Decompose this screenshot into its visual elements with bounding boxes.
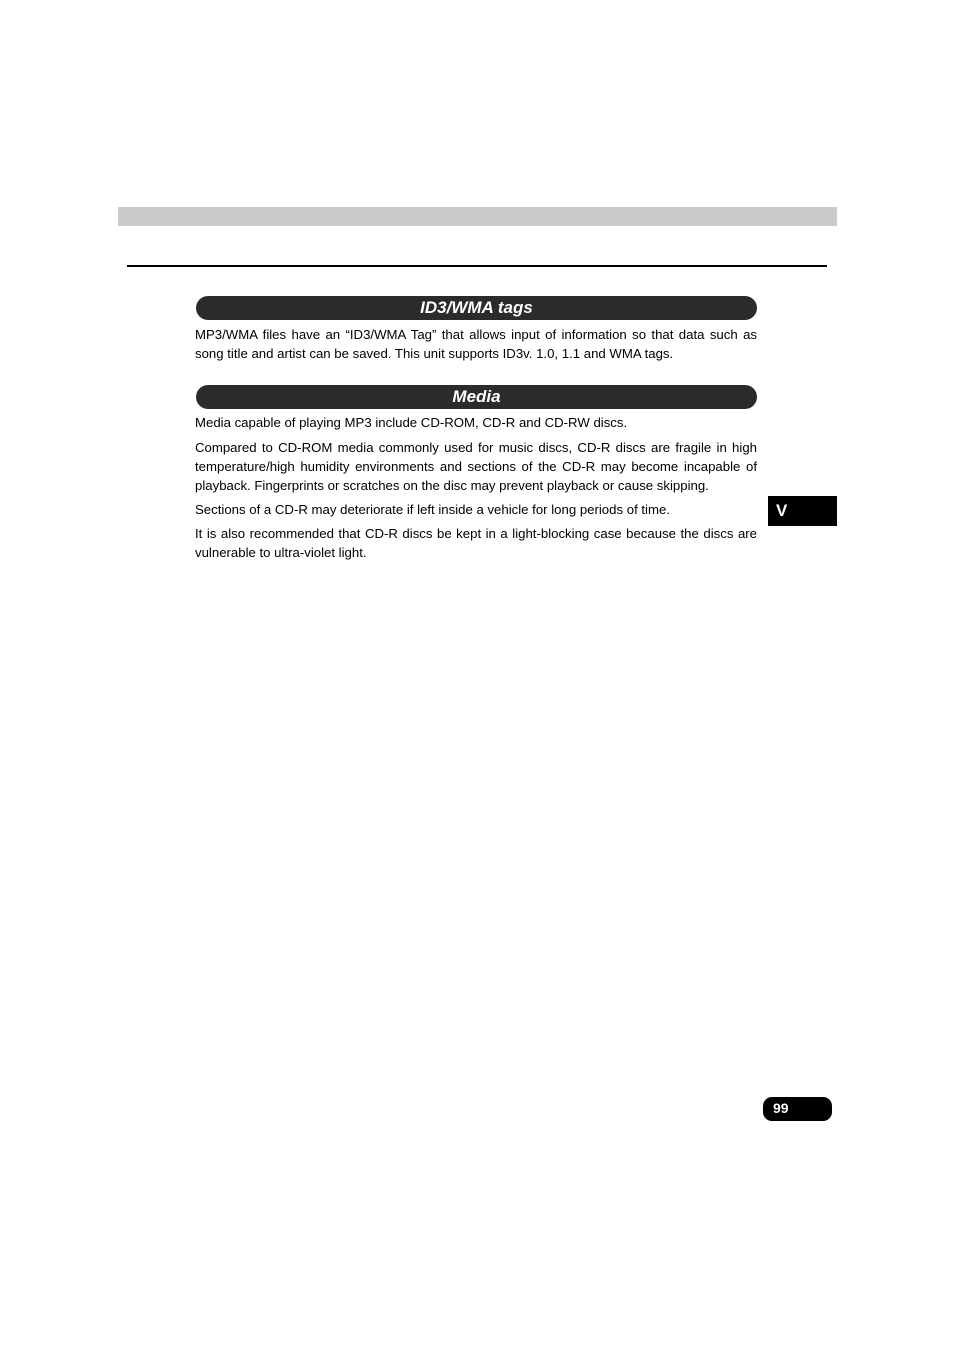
paragraph: MP3/WMA files have an “ID3/WMA Tag” that allows input of information so that data such as song title and artist can be saved. This unit supports ID3v. 1.0, 1.1 and WMA tags. [195, 327, 757, 361]
chapter-tab: V [768, 496, 837, 526]
page-number: 99 [763, 1097, 832, 1121]
header-rule [127, 265, 827, 267]
section-header-id3-wma-tags: ID3/WMA tags [196, 296, 757, 320]
header-band [118, 207, 837, 226]
paragraph: Compared to CD-ROM media commonly used for music discs, CD-R discs are fragile in high temperature/high humidity environments and sections of the CD-R may become incapable of playback. Fingerprints or scratches on the disc may prevent playback or cause skipping. [195, 440, 757, 493]
paragraph: It is also recommended that CD-R discs be kept in a light-blocking case because the discs are vulnerable to ultra-violet light. [195, 526, 757, 560]
paragraph: Media capable of playing MP3 include CD-ROM, CD-R and CD-RW discs. [195, 415, 628, 430]
section-header-media: Media [196, 385, 757, 409]
paragraph: Sections of a CD-R may deteriorate if left inside a vehicle for long periods of time. [195, 502, 670, 517]
